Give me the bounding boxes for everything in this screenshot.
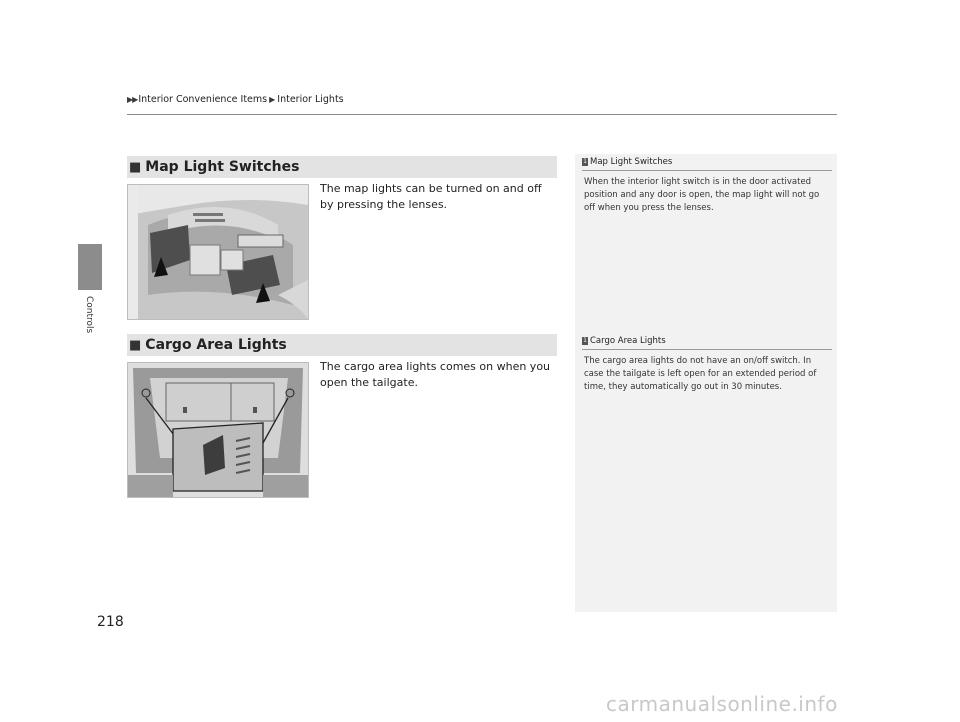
note-marker-icon: 1	[583, 337, 587, 344]
chapter-label: Controls	[84, 296, 94, 334]
breadcrumb-parent[interactable]: Interior Convenience Items	[138, 94, 268, 105]
note-cargo-light	[582, 336, 832, 394]
section-header-map-light	[127, 156, 557, 178]
breadcrumb-separator-icon: ▶	[269, 95, 276, 104]
note-map-light	[582, 157, 832, 215]
section-title-cargo-light: Cargo Area Lights	[145, 337, 287, 353]
map-light-illustration	[127, 184, 309, 320]
map-light-description: The map lights can be turned on and off by pressing the lenses.	[320, 182, 542, 211]
watermark: carmanualsonline.info	[606, 692, 838, 716]
note-title-map-light: Map Light Switches	[590, 157, 673, 167]
note-text-cargo-light: The cargo area lights do not have an on/off switch. In case the tailgate is left open for an extended period of time, they automatically go out in 30 minutes.	[584, 356, 817, 392]
cargo-light-illustration	[127, 362, 309, 498]
page-number: 218	[97, 614, 124, 630]
note-header-cargo-light	[582, 336, 832, 350]
breadcrumb-current: Interior Lights	[277, 94, 344, 105]
cargo-light-description: The cargo area lights comes on when you open the tailgate.	[320, 360, 551, 389]
note-marker-icon: 1	[583, 158, 587, 165]
section-marker-icon: ■	[129, 337, 142, 353]
chapter-tab	[78, 244, 102, 290]
note-title-cargo-light: Cargo Area Lights	[590, 336, 666, 346]
section-marker-icon: ■	[129, 159, 142, 175]
breadcrumb-arrow-icon: ▶▶	[127, 95, 138, 104]
section-title-map-light: Map Light Switches	[145, 159, 300, 175]
note-header-map-light	[582, 157, 832, 171]
header-rule	[127, 114, 837, 115]
breadcrumb	[127, 94, 344, 105]
note-text-map-light: When the interior light switch is in the door activated position and any door is open, the map light will not go off when you press the lenses.	[584, 177, 820, 213]
section-header-cargo-light	[127, 334, 557, 356]
